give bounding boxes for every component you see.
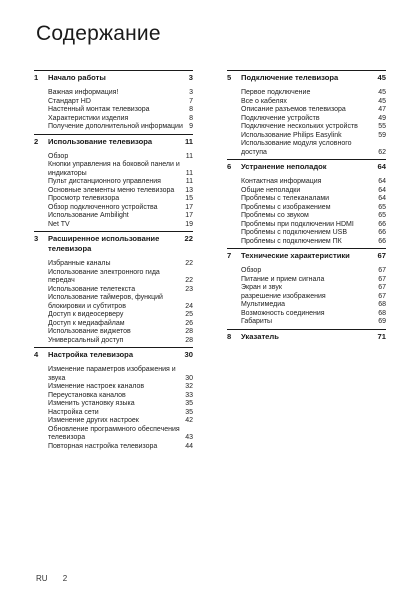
- toc-entry-page: 33: [185, 391, 193, 399]
- section-title: Технические характеристики: [241, 251, 350, 260]
- toc-section-header[interactable]: [34, 231, 193, 260]
- footer-language: RU: [36, 574, 48, 583]
- toc-entry-title: Обзор: [48, 152, 69, 160]
- toc-entry-title: Стандарт HD: [48, 97, 91, 105]
- toc-entry-page: 11: [185, 169, 193, 177]
- section-number: 4: [34, 350, 39, 359]
- toc-entry-page: 67: [378, 267, 386, 274]
- toc-entry-title: разрешение изображения: [241, 292, 326, 300]
- toc-entry-title: Характеристики изделия: [48, 114, 129, 122]
- toc-entry-title: Изменение настроек каналов: [48, 383, 145, 390]
- section-number: 2: [34, 136, 39, 146]
- toc-section-header[interactable]: [34, 70, 193, 89]
- toc-entry-title: Подключение устройств: [241, 114, 320, 122]
- toc-entry-page: 64: [378, 178, 386, 185]
- page-footer: [36, 574, 67, 583]
- section-title: Указатель: [241, 331, 279, 341]
- toc-section: [227, 329, 386, 348]
- toc-entry-page: 65: [378, 212, 386, 219]
- toc-entry[interactable]: [48, 178, 193, 187]
- toc-entry-title: Изменение параметров изображения и звука: [48, 366, 176, 382]
- toc-entry-page: 66: [378, 220, 386, 228]
- toc-entry[interactable]: [241, 318, 386, 327]
- toc-entry-title: Проблемы с подключением ПК: [241, 237, 342, 245]
- toc-entry-title: Общие неполадки: [241, 186, 301, 194]
- toc-entry-list: [48, 153, 193, 230]
- page-title: Содержание: [36, 22, 161, 45]
- toc-section: [34, 70, 193, 132]
- toc-entry[interactable]: [48, 409, 193, 418]
- toc-entry-page: 42: [185, 417, 193, 424]
- toc-entry-title: Изменение других настроек: [48, 417, 139, 424]
- toc-section-header[interactable]: [227, 159, 386, 178]
- toc-column-right: [227, 70, 386, 350]
- toc-entry[interactable]: [48, 328, 193, 337]
- toc-section: [227, 159, 386, 246]
- toc-entry-title: Использование электронного гида передач: [48, 268, 160, 284]
- toc-section-header[interactable]: [34, 134, 193, 153]
- section-page-number: 64: [377, 162, 386, 171]
- toc-entry-page: 65: [378, 203, 386, 211]
- toc-entry[interactable]: [241, 267, 386, 276]
- toc-entry[interactable]: [48, 443, 193, 452]
- section-number: 1: [34, 73, 39, 82]
- toc-entry-title: Переустановка каналов: [48, 391, 126, 399]
- toc-entry-page: 45: [378, 97, 386, 105]
- toc-section-header[interactable]: [227, 329, 386, 348]
- toc-entry-title: Проблемы при подключении HDMI: [241, 220, 354, 228]
- toc-entry[interactable]: [241, 284, 386, 293]
- section-title: Начало работы: [48, 73, 106, 82]
- toc-section-header[interactable]: [34, 347, 193, 366]
- section-number: 7: [227, 251, 232, 260]
- toc-entry[interactable]: [48, 123, 193, 132]
- toc-entry-page: 9: [189, 123, 193, 130]
- toc-entry-title: Пульт дистанционного управления: [48, 178, 161, 185]
- toc-entry-page: 8: [189, 114, 193, 122]
- toc-entry-page: 62: [378, 148, 386, 156]
- toc-entry-title: Проблемы с изображением: [241, 203, 331, 211]
- toc-entry[interactable]: [241, 187, 386, 196]
- toc-entry[interactable]: [241, 89, 386, 98]
- toc-entry-page: 11: [185, 152, 193, 160]
- toc-entry-title: Использование виджетов: [48, 328, 131, 335]
- toc-entry-page: 22: [185, 260, 193, 267]
- toc-entry-page: 47: [378, 106, 386, 113]
- toc-entry-title: Использование модуля условного доступа: [241, 140, 352, 156]
- toc-entry-title: Просмотр телевизора: [48, 195, 120, 202]
- section-title: Использование телевизора: [48, 136, 153, 146]
- toc-entry[interactable]: [48, 204, 193, 213]
- toc-entry-list: [48, 89, 193, 132]
- toc-entry[interactable]: [48, 161, 193, 178]
- section-number: 3: [34, 234, 39, 243]
- toc-entry-title: Повторная настройка телевизора: [48, 442, 158, 450]
- toc-entry[interactable]: [48, 426, 193, 443]
- toc-entry-page: 67: [378, 284, 386, 291]
- toc-entry-page: 22: [185, 277, 193, 284]
- toc-entry-page: 26: [185, 319, 193, 327]
- toc-section: [227, 248, 386, 327]
- toc-entry-page: 32: [185, 383, 193, 390]
- toc-entry-page: 13: [185, 186, 193, 194]
- toc-entry[interactable]: [241, 238, 386, 247]
- toc-entry[interactable]: [48, 221, 193, 230]
- toc-entry-page: 35: [185, 408, 193, 416]
- toc-entry-list: [48, 366, 193, 451]
- section-title: Подключение телевизора: [241, 73, 339, 82]
- toc-entry[interactable]: [241, 229, 386, 238]
- section-title: Расширенное использование телевизора: [48, 234, 160, 253]
- toc-entry[interactable]: [241, 140, 386, 157]
- toc-entry-page: 69: [378, 318, 386, 325]
- toc-entry-list: [48, 260, 193, 345]
- toc-entry-page: 66: [378, 229, 386, 236]
- toc-entry-title: Настенный монтаж телевизора: [48, 106, 150, 113]
- toc-entry[interactable]: [241, 115, 386, 124]
- toc-entry[interactable]: [241, 221, 386, 230]
- toc-entry-page: 68: [378, 309, 386, 317]
- toc-entry-title: Первое подключение: [241, 89, 311, 96]
- toc-entry-list: [241, 89, 386, 157]
- toc-entry-page: 35: [185, 400, 193, 407]
- toc-entry-title: Обзор: [241, 267, 262, 274]
- toc-entry[interactable]: [48, 392, 193, 401]
- toc-entry-title: Проблемы с подключением USB: [241, 229, 348, 236]
- toc-entry-title: Net TV: [48, 220, 70, 228]
- section-page-number: 3: [188, 73, 193, 82]
- toc-entry-page: 43: [185, 434, 193, 441]
- section-page-number: 30: [184, 350, 193, 359]
- toc-entry-page: 59: [378, 131, 386, 139]
- toc-entry-page: 17: [185, 212, 193, 219]
- toc-entry-list: [241, 267, 386, 327]
- toc-entry-page: 19: [185, 220, 193, 228]
- toc-entry-page: 15: [185, 195, 193, 202]
- toc-entry-page: 49: [378, 114, 386, 122]
- toc-entry[interactable]: [48, 212, 193, 221]
- toc-entry[interactable]: [48, 89, 193, 98]
- section-page-number: 11: [184, 136, 193, 146]
- toc-entry[interactable]: [241, 301, 386, 310]
- toc-entry-title: Использование таймеров, функций блокировки и субтитров: [48, 294, 163, 310]
- toc-entry-page: 67: [378, 292, 386, 300]
- toc-entry[interactable]: [48, 417, 193, 426]
- section-page-number: 22: [184, 234, 193, 243]
- toc-entry-title: Доступ к видеосерверу: [48, 311, 124, 318]
- toc-entry[interactable]: [241, 178, 386, 187]
- section-page-number: 67: [377, 251, 386, 260]
- toc-entry[interactable]: [48, 294, 193, 311]
- toc-entry-page: 45: [378, 89, 386, 96]
- toc-entry[interactable]: [48, 260, 193, 269]
- footer-page-number: 2: [62, 574, 68, 583]
- toc-entry[interactable]: [48, 337, 193, 346]
- toc-entry-title: Проблемы с телеканалами: [241, 195, 330, 202]
- toc-entry-title: Мультимедиа: [241, 301, 285, 308]
- toc-section: [227, 70, 386, 157]
- section-number: 8: [227, 331, 232, 341]
- section-title: Устранение неполадок: [241, 162, 327, 171]
- toc-entry-title: Обзор подключенного устройства: [48, 203, 158, 211]
- toc-entry[interactable]: [241, 123, 386, 132]
- toc-entry-title: Контактная информация: [241, 178, 322, 185]
- toc-entry-title: Обновление программного обеспечения телевизора: [48, 425, 180, 441]
- toc-entry-title: Описание разъемов телевизора: [241, 106, 346, 113]
- toc-entry-title: Питание и прием сигнала: [241, 275, 325, 283]
- toc-section-header[interactable]: [227, 70, 386, 89]
- toc-entry-page: 25: [185, 311, 193, 318]
- toc-entry[interactable]: [241, 276, 386, 285]
- toc-entry[interactable]: [48, 383, 193, 392]
- toc-entry-page: 24: [185, 302, 193, 310]
- toc-entry-title: Габариты: [241, 318, 273, 325]
- toc-entry-page: 55: [378, 123, 386, 130]
- toc-entry-page: 44: [185, 442, 193, 450]
- toc-entry-title: Использование телетекста: [48, 285, 136, 293]
- toc-entry[interactable]: [241, 98, 386, 107]
- toc-entry-title: Возможность соединения: [241, 309, 325, 317]
- toc-entry[interactable]: [241, 293, 386, 302]
- toc-entry[interactable]: [48, 311, 193, 320]
- toc-entry-title: Универсальный доступ: [48, 336, 124, 344]
- toc-entry[interactable]: [48, 366, 193, 383]
- toc-entry-page: 7: [189, 97, 193, 105]
- toc-entry-page: 66: [378, 237, 386, 245]
- toc-entry[interactable]: [48, 187, 193, 196]
- toc-entry-page: 3: [189, 89, 193, 96]
- toc-entry[interactable]: [48, 153, 193, 162]
- toc-entry-title: Основные элементы меню телевизора: [48, 186, 175, 194]
- section-title: Настройка телевизора: [48, 350, 134, 359]
- toc-entry-page: 67: [378, 275, 386, 283]
- toc-section-header[interactable]: [227, 248, 386, 267]
- toc-entry-title: Подключение нескольких устройств: [241, 123, 358, 130]
- toc-entry[interactable]: [241, 132, 386, 141]
- toc-entry[interactable]: [48, 400, 193, 409]
- toc-entry[interactable]: [48, 98, 193, 107]
- toc-entry-title: Использование Ambilight: [48, 212, 129, 219]
- toc-entry-title: Все о кабелях: [241, 97, 287, 105]
- toc-entry-page: 64: [378, 186, 386, 194]
- toc-entry-page: 11: [185, 178, 193, 185]
- toc-entry-page: 28: [185, 336, 193, 344]
- section-number: 6: [227, 162, 232, 171]
- toc-entry-page: 8: [189, 106, 193, 113]
- toc-entry-page: 23: [185, 285, 193, 293]
- toc-entry[interactable]: [48, 320, 193, 329]
- section-page-number: 45: [377, 73, 386, 82]
- toc-entry[interactable]: [48, 269, 193, 286]
- toc-entry-title: Изменить установку языка: [48, 400, 135, 407]
- toc-entry[interactable]: [48, 106, 193, 115]
- toc-entry-title: Экран и звук: [241, 284, 282, 291]
- toc-section: [34, 134, 193, 230]
- toc-entry-title: Настройка сети: [48, 408, 99, 416]
- toc-entry[interactable]: [241, 212, 386, 221]
- toc-entry-page: 30: [185, 374, 193, 382]
- toc-section: [34, 231, 193, 345]
- section-number: 5: [227, 73, 232, 82]
- toc-entry-title: Использование Philips Easylink: [241, 131, 342, 139]
- toc-entry[interactable]: [241, 310, 386, 319]
- toc-entry[interactable]: [48, 286, 193, 295]
- toc-entry-list: [241, 178, 386, 246]
- section-page-number: 71: [377, 331, 386, 341]
- toc-entry-page: 17: [185, 203, 193, 211]
- toc-section: [34, 347, 193, 451]
- toc-column-left: [34, 70, 193, 453]
- toc-entry-title: Избранные каналы: [48, 260, 111, 267]
- toc-entry-page: 28: [185, 328, 193, 335]
- toc-entry-page: 64: [378, 195, 386, 202]
- toc-entry[interactable]: [48, 115, 193, 124]
- toc-entry-title: Проблемы со звуком: [241, 212, 309, 219]
- toc-entry-title: Кнопки управления на боковой панели и индикаторы: [48, 161, 180, 177]
- toc-entry-title: Доступ к медиафайлам: [48, 319, 125, 327]
- toc-entry-title: Важная информация!: [48, 89, 119, 96]
- toc-entry-page: 68: [378, 301, 386, 308]
- toc-entry[interactable]: [48, 195, 193, 204]
- toc-entry-title: Получение дополнительной информации: [48, 123, 183, 130]
- toc-entry[interactable]: [241, 195, 386, 204]
- toc-entry[interactable]: [241, 204, 386, 213]
- toc-entry[interactable]: [241, 106, 386, 115]
